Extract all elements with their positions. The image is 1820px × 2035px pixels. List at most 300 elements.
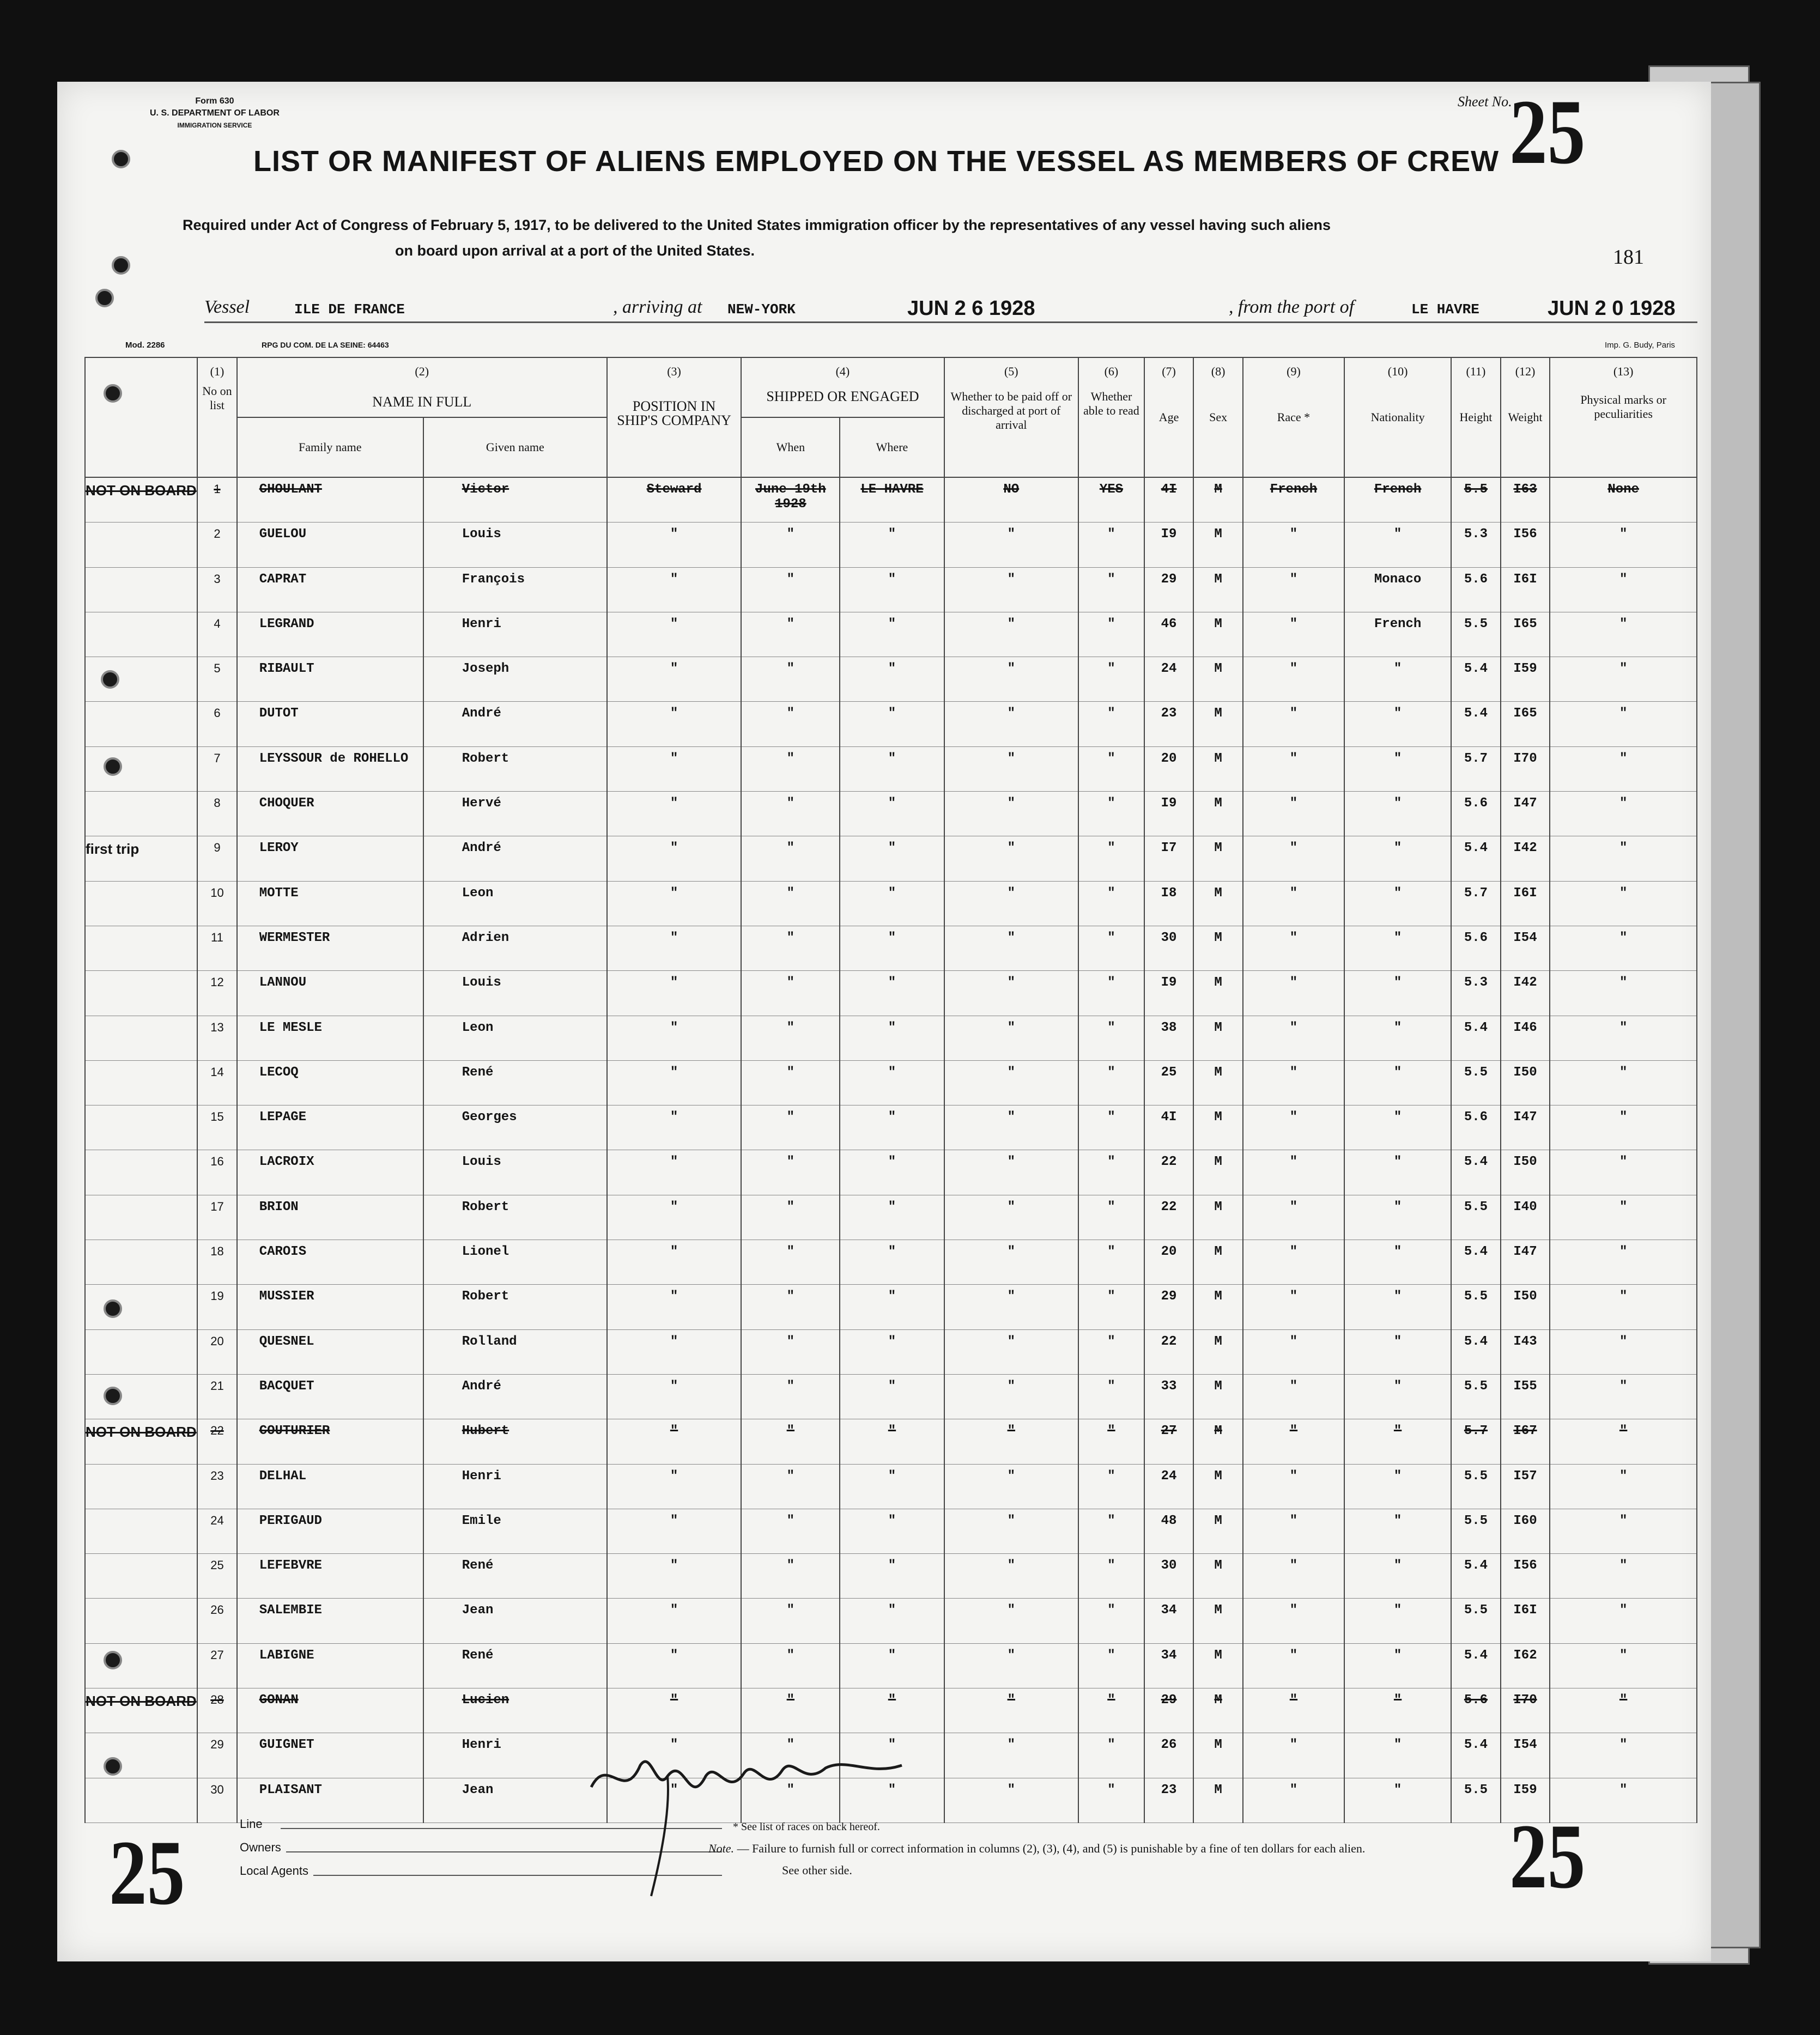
- sex-cell: M: [1193, 523, 1243, 567]
- col-weight-label: Weight: [1508, 410, 1543, 424]
- sex-cell: M: [1193, 477, 1243, 523]
- age-cell: 20: [1144, 746, 1194, 791]
- col-name-header: [237, 357, 607, 417]
- paid-off-cell: ": [944, 1509, 1079, 1553]
- age-cell: I9: [1144, 971, 1194, 1016]
- col-position-header: [607, 357, 742, 477]
- family-name-cell: QUESNEL: [237, 1329, 423, 1374]
- able-to-read-cell: ": [1078, 746, 1144, 791]
- remark-cell: NOT ON BOARD: [85, 477, 197, 523]
- nationality-cell: ": [1344, 1374, 1451, 1419]
- nationality-cell: ": [1344, 1150, 1451, 1195]
- race-cell: ": [1243, 1643, 1344, 1688]
- height-cell: 5.4: [1451, 1240, 1501, 1285]
- marks-cell: ": [1550, 1419, 1697, 1464]
- remark-cell: [85, 1060, 197, 1105]
- col-num-label: (13): [1613, 365, 1634, 378]
- paid-off-cell: ": [944, 1060, 1079, 1105]
- age-cell: 25: [1144, 1060, 1194, 1105]
- col-num-label: (9): [1287, 365, 1301, 378]
- given-name-cell: Henri: [423, 612, 607, 657]
- marks-cell: ": [1550, 1733, 1697, 1778]
- marks-cell: ": [1550, 1374, 1697, 1419]
- printer-credit: Imp. G. Budy, Paris: [1605, 341, 1675, 350]
- position-cell: ": [607, 926, 742, 970]
- nationality-cell: ": [1344, 702, 1451, 746]
- weight-cell: I65: [1501, 702, 1550, 746]
- family-name-cell: PERIGAUD: [237, 1509, 423, 1553]
- manifest-sheet: [57, 82, 1711, 1961]
- list-number-cell: 12: [197, 971, 236, 1016]
- remark-cell: [85, 1329, 197, 1374]
- marks-cell: ": [1550, 746, 1697, 791]
- given-name-cell: René: [423, 1643, 607, 1688]
- age-cell: 30: [1144, 1554, 1194, 1599]
- height-cell: 5.4: [1451, 1643, 1501, 1688]
- height-cell: 5.5: [1451, 1464, 1501, 1509]
- paid-off-cell: ": [944, 792, 1079, 836]
- col-num-label: (11): [1466, 365, 1486, 378]
- remark-cell: [85, 792, 197, 836]
- remark-cell: [85, 746, 197, 791]
- note-body: — Failure to furnish full or correct information in columns (2), (3), (4), and (5) is punishable by a fine of ten dollars for each alien.: [737, 1842, 1366, 1855]
- position-cell: ": [607, 1554, 742, 1599]
- remark-cell: [85, 881, 197, 926]
- age-cell: I8: [1144, 881, 1194, 926]
- nationality-cell: ": [1344, 1016, 1451, 1060]
- position-cell: ": [607, 702, 742, 746]
- position-cell: ": [607, 567, 742, 612]
- marks-cell: ": [1550, 1464, 1697, 1509]
- weight-cell: I6I: [1501, 881, 1550, 926]
- family-name-cell: GONAN: [237, 1688, 423, 1733]
- able-to-read-cell: ": [1078, 702, 1144, 746]
- col-nationality-label: Nationality: [1370, 410, 1425, 424]
- shipped-when-cell: ": [741, 1195, 840, 1240]
- col-shipped-header: [741, 357, 944, 417]
- family-name-cell: LEGRAND: [237, 612, 423, 657]
- col-no-header: [197, 357, 236, 477]
- age-cell: 29: [1144, 1688, 1194, 1733]
- able-to-read-cell: ": [1078, 1195, 1144, 1240]
- race-cell: ": [1243, 1105, 1344, 1150]
- col-when-header: [741, 417, 840, 477]
- list-number-cell: 9: [197, 836, 236, 881]
- race-cell: ": [1243, 926, 1344, 970]
- marks-cell: ": [1550, 881, 1697, 926]
- height-cell: 5.7: [1451, 881, 1501, 926]
- sex-cell: M: [1193, 1105, 1243, 1150]
- sex-cell: M: [1193, 1554, 1243, 1599]
- remark-cell: [85, 612, 197, 657]
- position-cell: ": [607, 746, 742, 791]
- race-cell: ": [1243, 657, 1344, 702]
- position-cell: ": [607, 1464, 742, 1509]
- shipped-when-cell: ": [741, 792, 840, 836]
- table-row: [85, 1599, 1697, 1643]
- age-cell: I9: [1144, 792, 1194, 836]
- sex-cell: M: [1193, 1419, 1243, 1464]
- shipped-where-cell: ": [840, 1374, 944, 1419]
- shipped-when-cell: ": [741, 612, 840, 657]
- weight-cell: I47: [1501, 1240, 1550, 1285]
- family-name-cell: MOTTE: [237, 881, 423, 926]
- shipped-when-cell: June 19th 1928: [741, 477, 840, 523]
- position-cell: ": [607, 1240, 742, 1285]
- nationality-cell: ": [1344, 836, 1451, 881]
- shipped-where-cell: ": [840, 523, 944, 567]
- col-num-label: (12): [1515, 365, 1536, 378]
- shipped-where-cell: ": [840, 926, 944, 970]
- height-cell: 5.6: [1451, 567, 1501, 612]
- page-title: LIST OR MANIFEST OF ALIENS EMPLOYED ON THE VESSEL AS MEMBERS OF CREW: [253, 145, 1500, 178]
- shipped-where-cell: ": [840, 1285, 944, 1329]
- nationality-cell: ": [1344, 1285, 1451, 1329]
- list-number-cell: 6: [197, 702, 236, 746]
- shipped-where-cell: ": [840, 1733, 944, 1778]
- weight-cell: I67: [1501, 1419, 1550, 1464]
- marks-cell: ": [1550, 836, 1697, 881]
- shipped-when-cell: ": [741, 1240, 840, 1285]
- shipped-where-cell: ": [840, 746, 944, 791]
- position-cell: ": [607, 792, 742, 836]
- sex-cell: M: [1193, 1016, 1243, 1060]
- remark-cell: [85, 1150, 197, 1195]
- age-cell: 20: [1144, 1240, 1194, 1285]
- family-name-cell: COUTURIER: [237, 1419, 423, 1464]
- col-marks-header: [1550, 357, 1697, 477]
- height-cell: 5.5: [1451, 1060, 1501, 1105]
- list-number-cell: 7: [197, 746, 236, 791]
- marks-cell: ": [1550, 1195, 1697, 1240]
- subtitle-line-2: on board upon arrival at a port of the United States.: [395, 242, 755, 259]
- family-name-cell: LEPAGE: [237, 1105, 423, 1150]
- race-cell: ": [1243, 1733, 1344, 1778]
- height-cell: 5.4: [1451, 702, 1501, 746]
- col-weight-header: [1501, 357, 1550, 477]
- able-to-read-cell: ": [1078, 657, 1144, 702]
- weight-cell: I63: [1501, 477, 1550, 523]
- punch-hole: [104, 757, 122, 776]
- nationality-cell: Monaco: [1344, 567, 1451, 612]
- race-cell: ": [1243, 792, 1344, 836]
- see-other-side: See other side.: [782, 1863, 852, 1877]
- list-number-cell: 23: [197, 1464, 236, 1509]
- paid-off-cell: ": [944, 746, 1079, 791]
- table-row: [85, 971, 1697, 1016]
- nationality-cell: ": [1344, 1060, 1451, 1105]
- height-cell: 5.4: [1451, 1554, 1501, 1599]
- nationality-cell: ": [1344, 1329, 1451, 1374]
- height-cell: 5.5: [1451, 1599, 1501, 1643]
- shipped-when-cell: ": [741, 702, 840, 746]
- position-cell: ": [607, 836, 742, 881]
- vessel-line-rule: [204, 321, 1697, 323]
- list-number-cell: 8: [197, 792, 236, 836]
- punch-hole: [101, 670, 119, 689]
- shipped-where-cell: ": [840, 1643, 944, 1688]
- remark-cell: [85, 567, 197, 612]
- sex-cell: M: [1193, 1643, 1243, 1688]
- paid-off-cell: ": [944, 1464, 1079, 1509]
- given-name-cell: André: [423, 702, 607, 746]
- given-name-cell: André: [423, 1374, 607, 1419]
- sex-cell: M: [1193, 1464, 1243, 1509]
- list-number-cell: 21: [197, 1374, 236, 1419]
- able-to-read-cell: ": [1078, 1778, 1144, 1823]
- age-cell: 22: [1144, 1150, 1194, 1195]
- shipped-when-cell: ": [741, 1285, 840, 1329]
- race-cell: ": [1243, 1374, 1344, 1419]
- given-name-cell: Louis: [423, 523, 607, 567]
- race-cell: ": [1243, 1688, 1344, 1733]
- table-row: [85, 1554, 1697, 1599]
- position-cell: ": [607, 1285, 742, 1329]
- sex-cell: M: [1193, 792, 1243, 836]
- height-cell: 5.7: [1451, 1419, 1501, 1464]
- marks-cell: ": [1550, 567, 1697, 612]
- given-name-cell: Emile: [423, 1509, 607, 1553]
- remark-cell: [85, 1105, 197, 1150]
- line-label: Line: [240, 1817, 263, 1831]
- able-to-read-cell: ": [1078, 1016, 1144, 1060]
- col-num-label: (8): [1211, 365, 1226, 378]
- remark-cell: NOT ON BOARD: [85, 1688, 197, 1733]
- race-cell: ": [1243, 567, 1344, 612]
- race-cell: ": [1243, 881, 1344, 926]
- punch-hole: [112, 150, 130, 168]
- family-name-cell: GUELOU: [237, 523, 423, 567]
- height-cell: 5.4: [1451, 1150, 1501, 1195]
- position-cell: ": [607, 612, 742, 657]
- col-num-label: (2): [415, 365, 429, 378]
- shipped-where-cell: ": [840, 567, 944, 612]
- table-row: [85, 523, 1697, 567]
- remark-cell: [85, 1240, 197, 1285]
- paid-off-cell: ": [944, 1329, 1079, 1374]
- able-to-read-cell: ": [1078, 836, 1144, 881]
- col-given-label: Given name: [486, 440, 544, 454]
- weight-cell: I40: [1501, 1195, 1550, 1240]
- vessel-line: [204, 297, 1697, 324]
- position-cell: ": [607, 881, 742, 926]
- table-row: [85, 702, 1697, 746]
- col-race-label: Race *: [1277, 410, 1311, 424]
- family-name-cell: PLAISANT: [237, 1778, 423, 1823]
- weight-cell: I50: [1501, 1285, 1550, 1329]
- col-where-label: Where: [876, 440, 908, 454]
- mod-number: Mod. 2286: [125, 341, 165, 350]
- col-read-header: [1078, 357, 1144, 477]
- given-name-cell: Louis: [423, 1150, 607, 1195]
- paid-off-cell: ": [944, 971, 1079, 1016]
- shipped-where-cell: ": [840, 1464, 944, 1509]
- given-name-cell: Hervé: [423, 792, 607, 836]
- col-position-label: POSITION IN SHIP'S COMPANY: [617, 398, 731, 428]
- remark-cell: [85, 1778, 197, 1823]
- age-cell: 48: [1144, 1509, 1194, 1553]
- given-name-cell: Robert: [423, 1285, 607, 1329]
- remark-cell: [85, 1285, 197, 1329]
- table-row: [85, 1240, 1697, 1285]
- shipped-when-cell: ": [741, 1464, 840, 1509]
- height-cell: 5.4: [1451, 1329, 1501, 1374]
- shipped-when-cell: ": [741, 1554, 840, 1599]
- race-cell: ": [1243, 1329, 1344, 1374]
- weight-cell: I47: [1501, 1105, 1550, 1150]
- weight-cell: I60: [1501, 1509, 1550, 1553]
- position-cell: ": [607, 1374, 742, 1419]
- given-name-cell: Hubert: [423, 1419, 607, 1464]
- col-given-name-header: [423, 417, 607, 477]
- age-cell: 38: [1144, 1016, 1194, 1060]
- sex-cell: M: [1193, 1060, 1243, 1105]
- rpg-number: RPG DU COM. DE LA SEINE: 64463: [262, 341, 389, 349]
- race-cell: ": [1243, 971, 1344, 1016]
- shipped-where-cell: ": [840, 1329, 944, 1374]
- form-number: Form 630: [195, 96, 234, 106]
- family-name-cell: CAROIS: [237, 1240, 423, 1285]
- race-cell: ": [1243, 1195, 1344, 1240]
- remark-cell: [85, 1599, 197, 1643]
- shipped-where-cell: ": [840, 1195, 944, 1240]
- race-cell: ": [1243, 1509, 1344, 1553]
- given-name-cell: René: [423, 1554, 607, 1599]
- shipped-when-cell: ": [741, 1733, 840, 1778]
- table-row: [85, 612, 1697, 657]
- col-age-header: [1144, 357, 1194, 477]
- weight-cell: I50: [1501, 1060, 1550, 1105]
- given-name-cell: Lionel: [423, 1240, 607, 1285]
- family-name-cell: BRION: [237, 1195, 423, 1240]
- marks-cell: ": [1550, 1778, 1697, 1823]
- nationality-cell: ": [1344, 881, 1451, 926]
- marks-cell: ": [1550, 1509, 1697, 1553]
- race-cell: ": [1243, 746, 1344, 791]
- remark-cell: first trip: [85, 836, 197, 881]
- family-name-cell: GUIGNET: [237, 1733, 423, 1778]
- paid-off-cell: ": [944, 1599, 1079, 1643]
- shipped-where-cell: ": [840, 1105, 944, 1150]
- list-number-cell: 22: [197, 1419, 236, 1464]
- marks-cell: ": [1550, 1240, 1697, 1285]
- able-to-read-cell: ": [1078, 1374, 1144, 1419]
- height-cell: 5.6: [1451, 926, 1501, 970]
- shipped-when-cell: ": [741, 881, 840, 926]
- punch-hole: [104, 384, 122, 403]
- table-row: [85, 1105, 1697, 1150]
- paid-off-cell: ": [944, 926, 1079, 970]
- age-cell: 46: [1144, 612, 1194, 657]
- family-name-cell: LECOQ: [237, 1060, 423, 1105]
- given-name-cell: Leon: [423, 1016, 607, 1060]
- age-cell: 33: [1144, 1374, 1194, 1419]
- col-num-label: (3): [667, 365, 681, 378]
- family-name-cell: WERMESTER: [237, 926, 423, 970]
- nationality-cell: ": [1344, 1419, 1451, 1464]
- shipped-when-cell: ": [741, 971, 840, 1016]
- nationality-cell: ": [1344, 1240, 1451, 1285]
- shipped-where-cell: ": [840, 1060, 944, 1105]
- race-cell: ": [1243, 1464, 1344, 1509]
- age-cell: 22: [1144, 1195, 1194, 1240]
- able-to-read-cell: ": [1078, 1285, 1144, 1329]
- nationality-cell: ": [1344, 1733, 1451, 1778]
- col-num-label: (10): [1387, 365, 1408, 378]
- shipped-where-cell: ": [840, 1419, 944, 1464]
- family-name-cell: LACROIX: [237, 1150, 423, 1195]
- height-cell: 5.6: [1451, 792, 1501, 836]
- family-name-cell: LANNOU: [237, 971, 423, 1016]
- height-cell: 5.3: [1451, 971, 1501, 1016]
- weight-cell: I65: [1501, 612, 1550, 657]
- able-to-read-cell: ": [1078, 1554, 1144, 1599]
- marks-cell: ": [1550, 926, 1697, 970]
- shipped-when-cell: ": [741, 523, 840, 567]
- height-cell: 5.5: [1451, 1778, 1501, 1823]
- height-cell: 5.6: [1451, 1688, 1501, 1733]
- shipped-where-cell: ": [840, 1778, 944, 1823]
- able-to-read-cell: ": [1078, 1733, 1144, 1778]
- list-number-cell: 19: [197, 1285, 236, 1329]
- given-name-cell: Victor: [423, 477, 607, 523]
- sheet-label: Sheet No.: [1458, 94, 1512, 110]
- sex-cell: M: [1193, 612, 1243, 657]
- nationality-cell: ": [1344, 1554, 1451, 1599]
- weight-cell: I46: [1501, 1016, 1550, 1060]
- from-port-label: , from the port of: [1229, 297, 1355, 317]
- position-cell: ": [607, 1016, 742, 1060]
- given-name-cell: Henri: [423, 1464, 607, 1509]
- col-marks-label: Physical marks or peculiarities: [1580, 393, 1666, 421]
- nationality-cell: ": [1344, 792, 1451, 836]
- paid-off-cell: ": [944, 881, 1079, 926]
- age-cell: 30: [1144, 926, 1194, 970]
- age-cell: 24: [1144, 657, 1194, 702]
- given-name-cell: Robert: [423, 1195, 607, 1240]
- family-name-cell: CAPRAT: [237, 567, 423, 612]
- paid-off-cell: ": [944, 1150, 1079, 1195]
- sex-cell: M: [1193, 746, 1243, 791]
- crew-manifest-table: [84, 357, 1697, 1823]
- able-to-read-cell: ": [1078, 523, 1144, 567]
- paid-off-cell: ": [944, 567, 1079, 612]
- table-row: [85, 567, 1697, 612]
- remark-cell: [85, 926, 197, 970]
- paid-off-cell: ": [944, 1195, 1079, 1240]
- able-to-read-cell: ": [1078, 1240, 1144, 1285]
- weight-cell: I62: [1501, 1643, 1550, 1688]
- age-cell: 23: [1144, 702, 1194, 746]
- nationality-cell: ": [1344, 971, 1451, 1016]
- position-cell: Steward: [607, 477, 742, 523]
- sex-cell: M: [1193, 1688, 1243, 1733]
- shipped-where-cell: ": [840, 971, 944, 1016]
- table-row: [85, 1374, 1697, 1419]
- shipped-where-cell: ": [840, 881, 944, 926]
- age-cell: 27: [1144, 1419, 1194, 1464]
- paid-off-cell: ": [944, 523, 1079, 567]
- punch-hole: [104, 1299, 122, 1318]
- arrival-date-stamp: JUN 2 6 1928: [907, 297, 1035, 320]
- punch-hole: [104, 1757, 122, 1776]
- nationality-cell: ": [1344, 1509, 1451, 1553]
- family-name-cell: LEROY: [237, 836, 423, 881]
- remark-cell: [85, 971, 197, 1016]
- table-row: [85, 657, 1697, 702]
- col-shipped-label: SHIPPED OR ENGAGED: [766, 388, 919, 404]
- weight-cell: I6I: [1501, 1599, 1550, 1643]
